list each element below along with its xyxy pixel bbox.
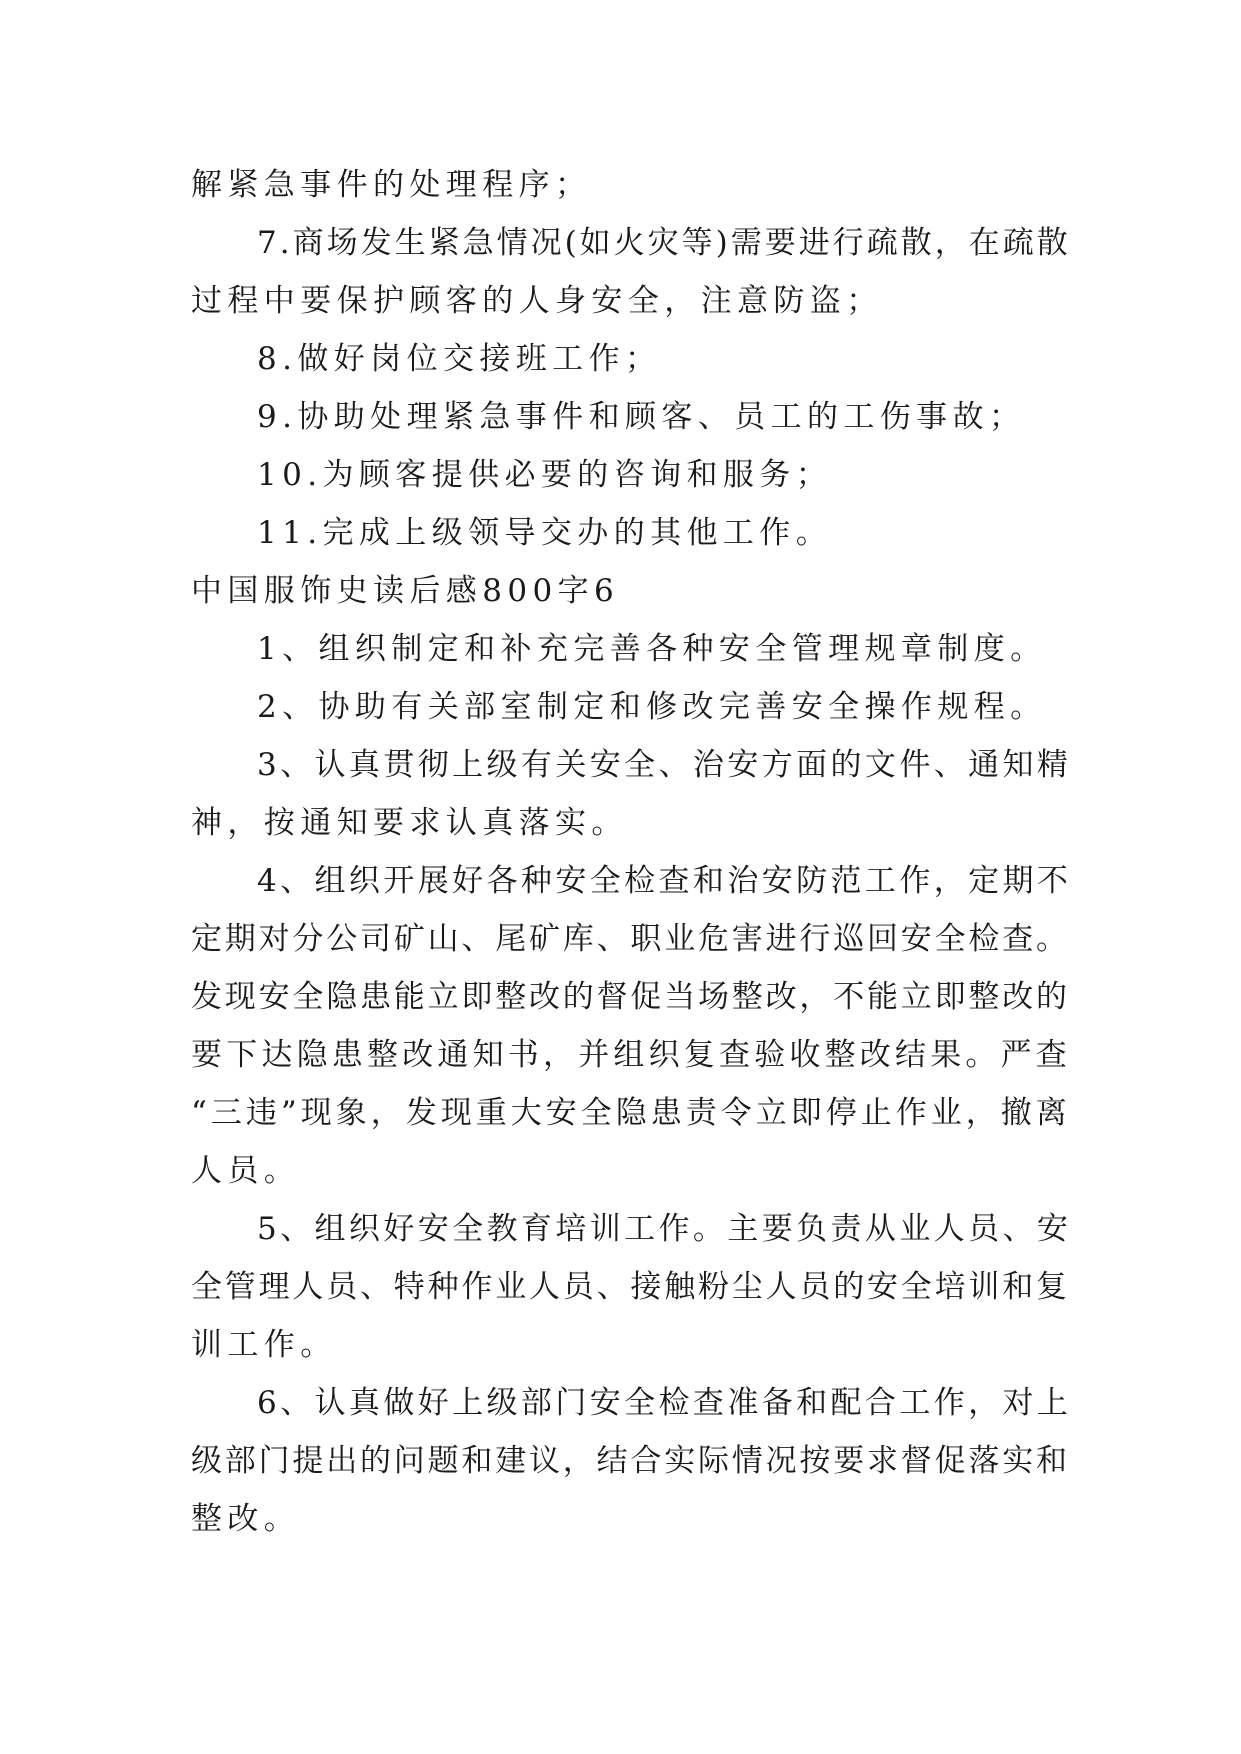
- text-line: 人员。: [191, 1153, 301, 1189]
- text-line: 训工作。: [191, 1327, 337, 1363]
- text-line: 10.为顾客提供必要的咨询和服务；: [257, 457, 833, 493]
- text-line: 整改。: [191, 1501, 301, 1537]
- text-line: 9.协助处理紧急事件和顾客、员工的工伤事故；: [257, 399, 1026, 435]
- text-line: 发现安全隐患能立即整改的督促当场整改，不能立即整改的: [191, 979, 1070, 1015]
- text-line: 全管理人员、特种作业人员、接触粉尘人员的安全培训和复: [191, 1269, 1070, 1305]
- text-line: 3、认真贯彻上级有关安全、治安方面的文件、通知精: [257, 747, 1072, 783]
- text-line: 6、认真做好上级部门安全检查准备和配合工作，对上: [257, 1385, 1072, 1421]
- text-line: 神，按通知要求认真落实。: [191, 805, 628, 841]
- text-line: 1、组织制定和补充完善各种安全管理规章制度。: [257, 631, 1047, 667]
- text-line: 要下达隐患整改通知书，并组织复查验收整改结果。严查: [191, 1037, 1071, 1073]
- section-heading: 中国服饰史读后感800字6: [191, 573, 620, 609]
- text-line: 级部门提出的问题和建议，结合实际情况按要求督促落实和: [191, 1443, 1070, 1479]
- text-line: 解紧急事件的处理程序；: [191, 167, 592, 203]
- text-line: 11.完成上级领导交办的其他工作。: [257, 515, 833, 551]
- text-line: 过程中要保护顾客的人身安全，注意防盗；: [191, 283, 883, 319]
- text-line: 2、协助有关部室制定和修改完善安全操作规程。: [257, 689, 1047, 725]
- text-line: 5、组织好安全教育培训工作。主要负责从业人员、安: [257, 1211, 1072, 1247]
- text-line: “三违”现象，发现重大安全隐患责令立即停止作业，撤离: [191, 1095, 1071, 1131]
- text-line: 8.做好岗位交接班工作；: [257, 341, 662, 377]
- text-line: 4、组织开展好各种安全检查和治安防范工作，定期不: [257, 863, 1072, 899]
- text-line: 7.商场发生紧急情况(如火灾等)需要进行疏散，在疏散: [257, 225, 1071, 261]
- text-line: 定期对分公司矿山、尾矿库、职业危害进行巡回安全检查。: [191, 921, 1070, 957]
